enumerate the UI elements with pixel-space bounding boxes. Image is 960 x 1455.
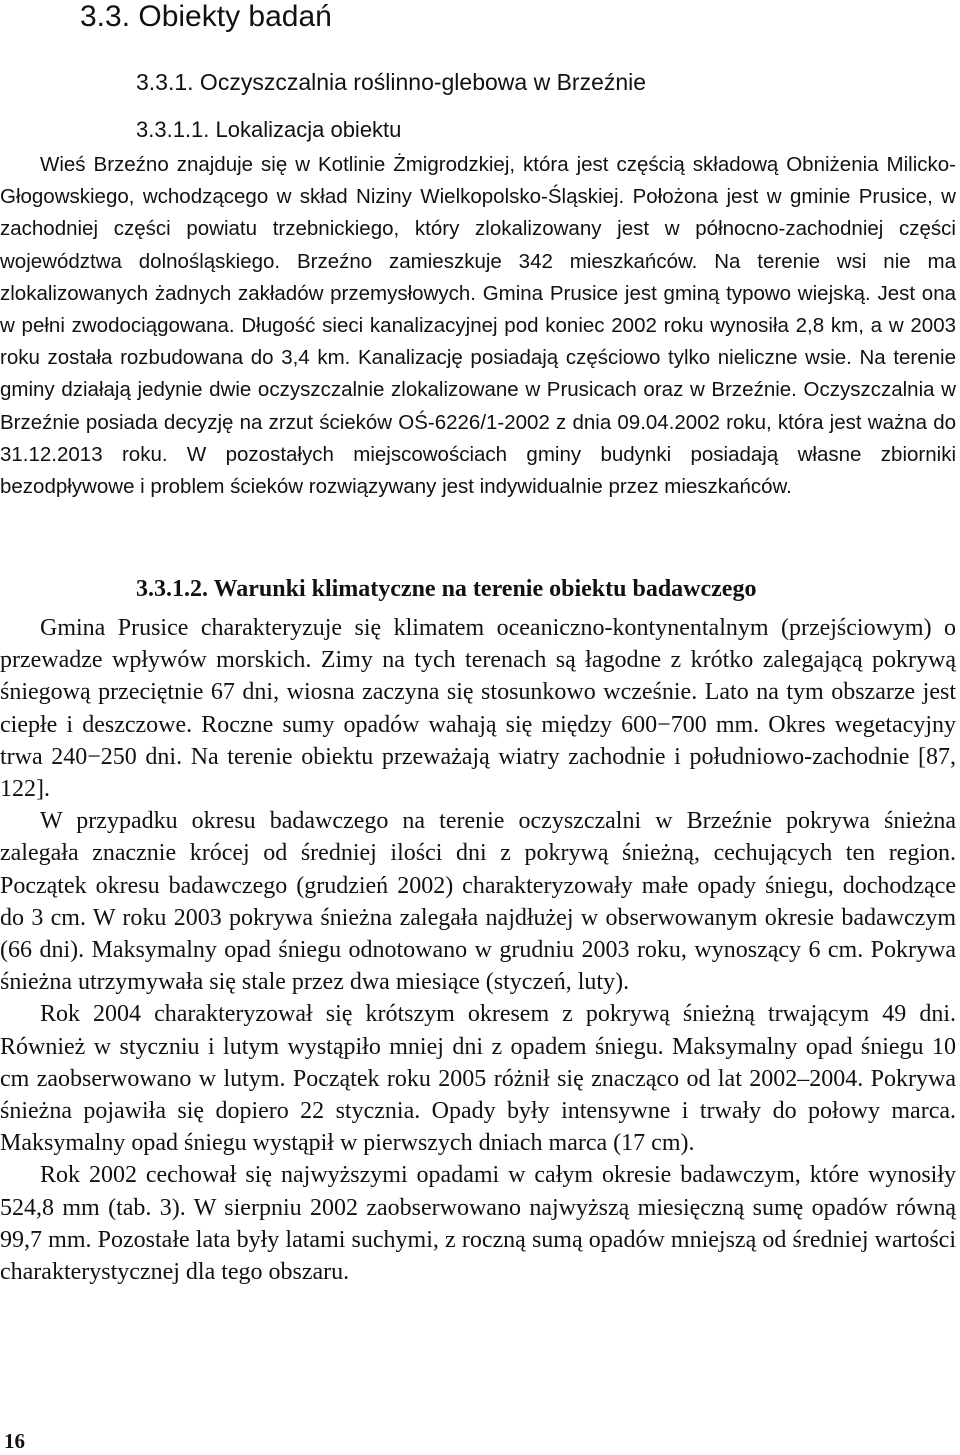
climate-heading: 3.3.1.2. Warunki klimatyczne na terenie obiektu badawczego (136, 576, 757, 602)
snow-2004-2005-paragraph: Rok 2004 charakteryzował się krótszym okresem z pokrywą śnieżną trwającym 49 dni. Również w styczniu i lutym wystąpiło mniej dni z opadem śniegu. Maksymalny opad śniegu 10 cm zaobserwowano w lutym. Początek roku 2005 różnił się znacząco od lat 2002–2004. Pokrywa śnieżna pojawiła się dopiero 22 stycznia. Opady były intensywne i trwały do połowy marca. Maksymalny opad śniegu wystąpił w pierwszych dniach marca (17 cm). (0, 1001, 956, 1157)
location-section (0, 149, 956, 503)
climate-paragraph: Gmina Prusice charakteryzuje się klimatem oceaniczno-kontynentalnym (przejściowym) o przewadze wpływów morskich. Zimy na tych terenach są łagodne z krótko zalegającą pokrywą śniegową przeciętnie 67 dni, wiosna zaczyna się stosunkowo wcześnie. Lato na tym obszarze jest ciepłe i deszczowe. Roczne sumy opadów wahają się między 600−700 mm. Okres wegetacyjny trwa 240−250 dni. Na terenie obiektu przeważają wiatry zachodnie i południowo-zachodnie [87, 122]. (0, 615, 956, 803)
subsubsection-heading: 3.3.1.1. Lokalizacja obiektu (136, 117, 402, 142)
location-paragraph: Wieś Brzeźno znajduje się w Kotlinie Żmigrodzkiej, która jest częścią składową Obniżenia Milicko-Głogowskiego, wchodzącego w skład Niziny Wielkopolsko-Śląskiej. Położona jest w gminie Prusice, w zachodniej części powiatu trzebnickiego, który zlokalizowany jest w północno-zachodniej części województwa dolnośląskiego. Brzeźno zamieszkuje 342 mieszkańców. Na terenie wsi nie ma zlokalizowanych żadnych zakładów przemysłowych. Gmina Prusice jest gminą typowo wiejską. Jest ona w pełni zwodociągowana. Długość sieci kanalizacyjnej pod koniec 2002 roku wynosiła 2,8 km, a w 2003 roku została rozbudowana do 3,4 km. Kanalizację posiadają częściowo tylko nieliczne wsie. Na terenie gminy działają jedynie dwie oczyszczalnie zlokalizowane w Prusicach oraz w Brzeźnie. Oczyszczalnia w Brzeźnie posiada decyzję na zrzut ścieków OŚ-6226/1-2002 z dnia 09.04.2002 roku, która jest ważna do 31.12.2013 roku. W pozostałych miejscowościach gminy budynki posiadają własne zbiorniki bezodpływowe i problem ścieków rozwiązywany jest indywidualnie przez mieszkańców. (0, 153, 956, 499)
rain-2002-paragraph: Rok 2002 cechował się najwyższymi opadami w całym okresie badawczym, które wynosiły 524,8 mm (tab. 3). W sierpniu 2002 zaobserwowano najwyższą miesięczną sumę opadów równą 99,7 mm. Pozostałe lata były latami suchymi, z roczną sumą opadów mniejszą od średniej wartości charakterystycznej dla tego obszaru. (0, 1162, 956, 1286)
snow-2002-2003-paragraph: W przypadku okresu badawczego na terenie oczyszczalni w Brzeźnie pokrywa śnieżna zalegała znacznie krócej od średniej ilości dni z pokrywą śnieżną, cechujących ten region. Początek okresu badawczego (grudzień 2002) charakteryzowały małe opady śniegu, dochodzące do 3 cm. W roku 2003 pokrywa śnieżna zalegała najdłużej w obserwowanym okresie badawczym (66 dni). Maksymalny opad śniegu odnotowano w grudniu 2003 roku, wynoszący 6 cm. Pokrywa śnieżna utrzymywała się stale przez dwa miesiące (styczeń, luty). (0, 808, 956, 996)
climate-section (0, 612, 956, 1288)
page-number: 16 (4, 1429, 25, 1453)
subsection-heading: 3.3.1. Oczyszczalnia roślinno-glebowa w Brzeźnie (136, 69, 647, 95)
section-heading: 3.3. Obiekty badań (80, 0, 332, 33)
